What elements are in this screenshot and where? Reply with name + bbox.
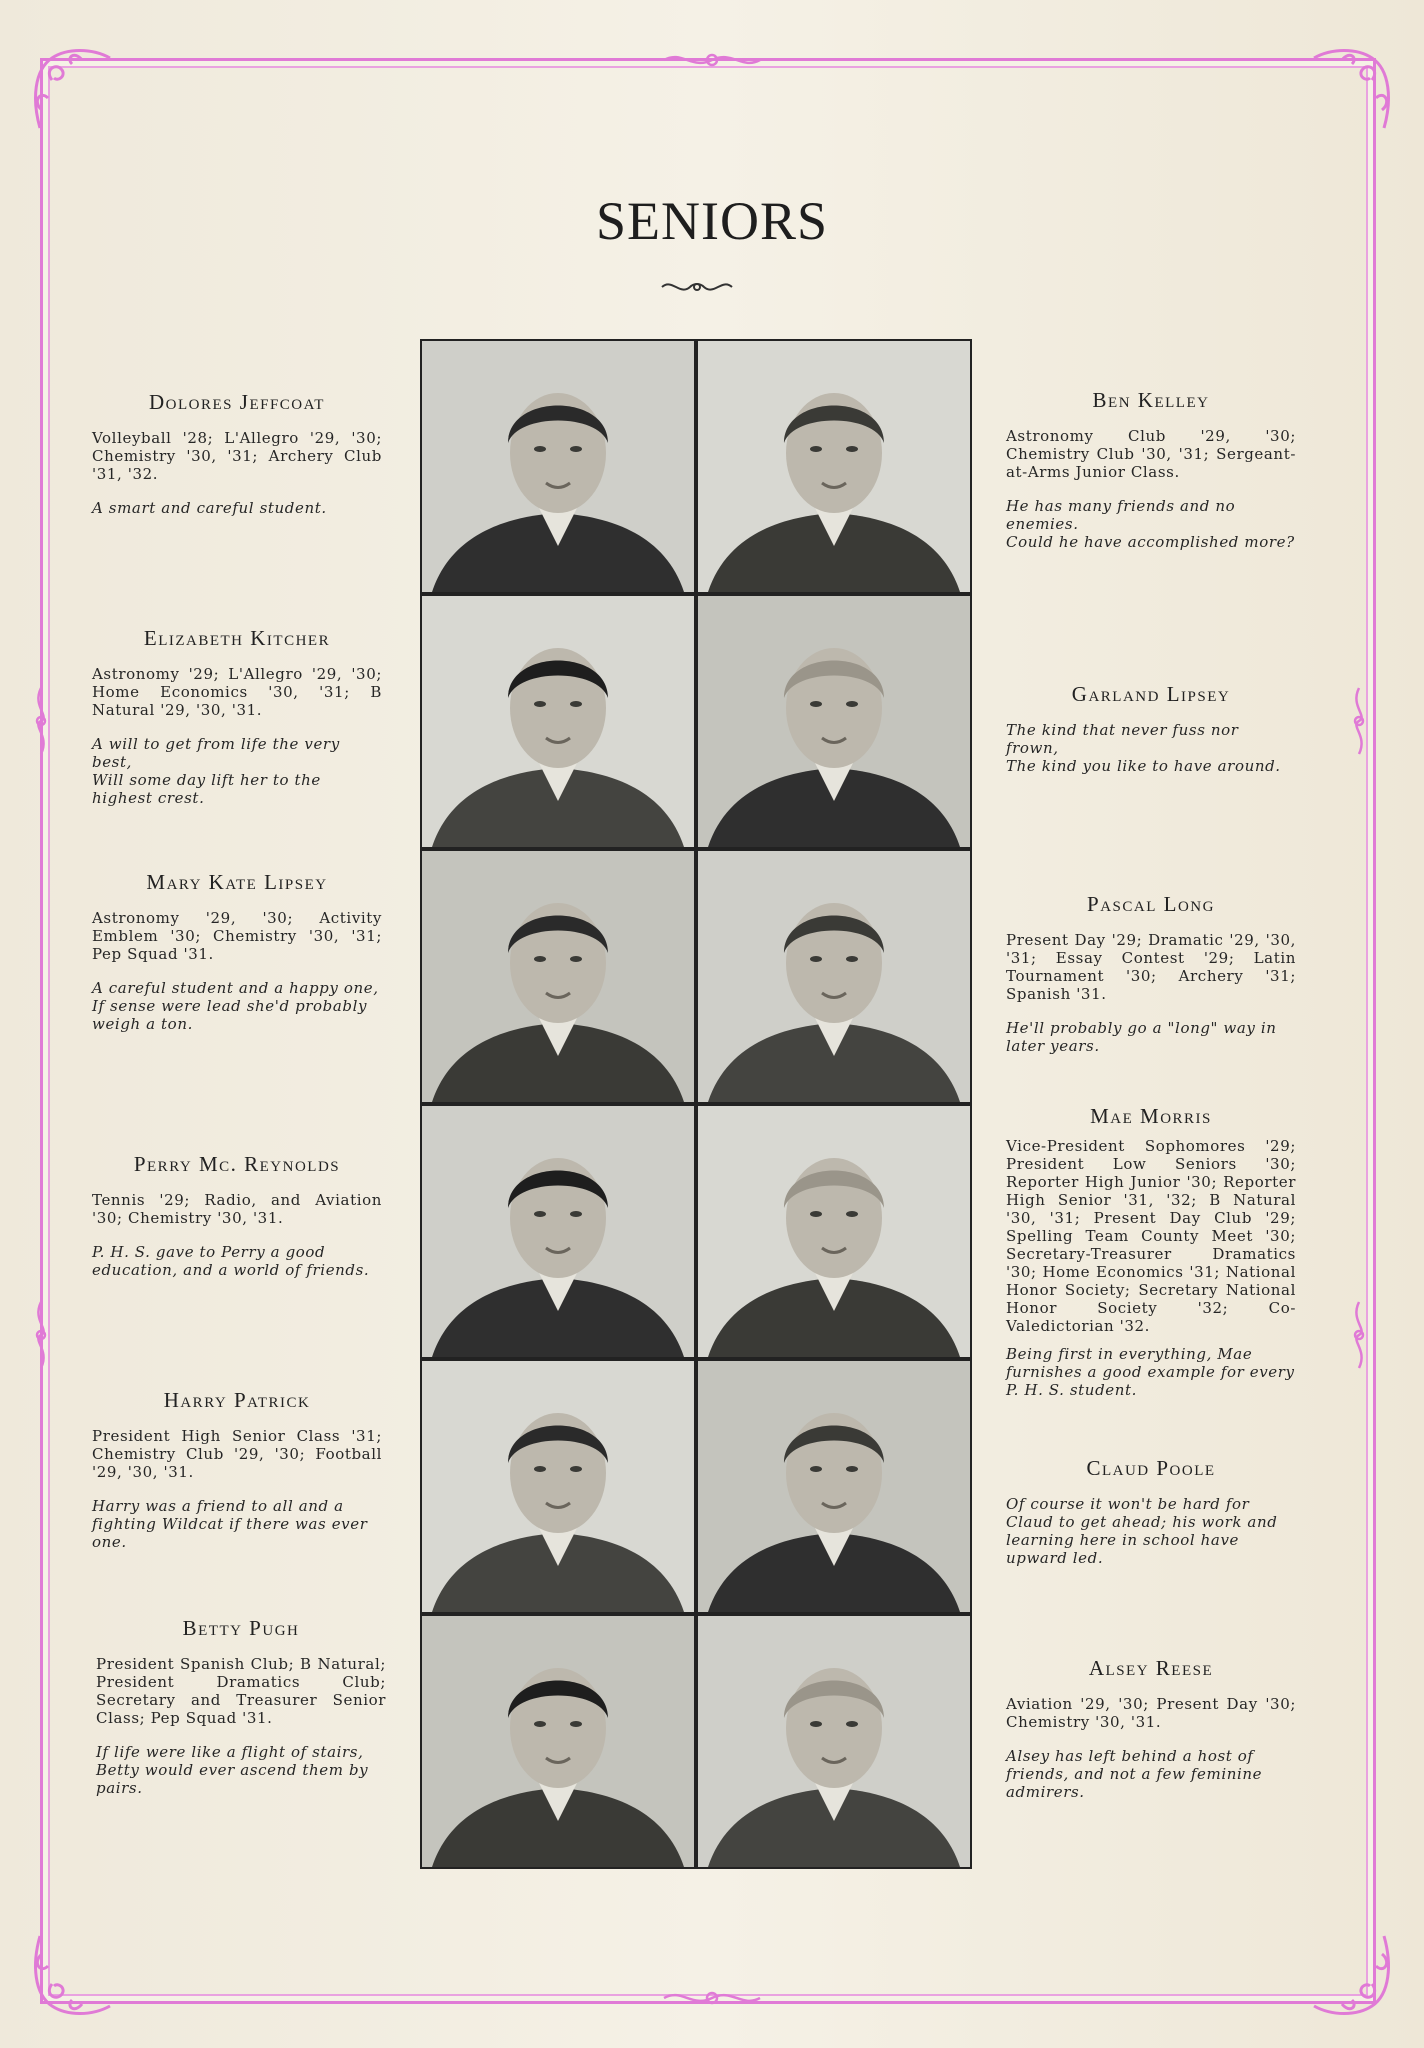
quote-line: A smart and careful student. xyxy=(92,499,327,517)
senior-name: Claud Poole xyxy=(1086,1456,1216,1480)
quote-line: The kind you like to have around. xyxy=(1006,757,1281,775)
quote-line: A will to get from life the very best, xyxy=(92,735,340,771)
senior-name: Mae Morris xyxy=(1090,1104,1212,1128)
senior-quote xyxy=(92,735,382,807)
corner-flourish-icon xyxy=(1312,1934,1402,2024)
quote-line: P. H. S. gave to Perry a good education, and a world of friends. xyxy=(92,1243,370,1279)
quote-line: Betty would ever ascend them by pairs. xyxy=(96,1761,369,1797)
quote-line: Being first in everything, Mae furnishes a good example for every P. H. S. student. xyxy=(1006,1345,1295,1399)
title-ornament-icon xyxy=(660,278,734,296)
portrait-photo xyxy=(698,1106,970,1357)
quote-line: Will some day lift her to the highest crest. xyxy=(92,771,321,807)
senior-quote xyxy=(1006,1345,1296,1399)
senior-name: Pascal Long xyxy=(1087,892,1215,916)
senior-quote xyxy=(1006,1019,1296,1055)
portrait-photo xyxy=(422,1361,694,1612)
portrait-photo xyxy=(422,1106,694,1357)
quote-line: Could he have accomplished more? xyxy=(1006,533,1295,551)
portrait-grid xyxy=(420,339,972,1869)
senior-quote xyxy=(96,1743,386,1797)
corner-flourish-icon xyxy=(22,40,112,130)
bio-left-0 xyxy=(92,390,382,517)
corner-flourish-icon xyxy=(1312,40,1402,130)
side-ornament-icon xyxy=(1348,686,1370,756)
senior-activities: Tennis '29; Radio, and Aviation '30; Chemistry '30, '31. xyxy=(92,1191,382,1227)
bio-left-5 xyxy=(96,1616,386,1797)
quote-line: A careful student and a happy one, xyxy=(92,979,379,997)
senior-activities: Astronomy '29; L'Allegro '29, '30; Home Economics '30, '31; B Natural '29, '30, '31. xyxy=(92,665,382,719)
bio-right-5 xyxy=(1006,1656,1296,1801)
quote-line: If sense were lead she'd probably weigh a ton. xyxy=(92,997,368,1033)
scroll-ornament-icon xyxy=(662,48,762,72)
senior-activities: Volleyball '28; L'Allegro '29, '30; Chemistry '30, '31; Archery Club '31, '32. xyxy=(92,429,382,483)
bio-right-0 xyxy=(1006,388,1296,551)
senior-quote xyxy=(1006,1747,1296,1801)
quote-line: Of course it won't be hard for Claud to get ahead; his work and learning here in school have upward led. xyxy=(1006,1495,1278,1567)
quote-line: Harry was a friend to all and a fighting Wildcat if there was ever one. xyxy=(92,1497,368,1551)
bio-left-3 xyxy=(92,1152,382,1279)
portrait-photo xyxy=(422,851,694,1102)
bio-left-2 xyxy=(92,870,382,1033)
senior-name: Garland Lipsey xyxy=(1071,682,1231,706)
senior-quote xyxy=(1006,1495,1296,1567)
senior-name: Ben Kelley xyxy=(1092,388,1210,412)
portrait-photo xyxy=(698,1616,970,1867)
senior-activities: Vice-President Sophomores '29; President Low Seniors '30; Reporter High Junior '30; Reporter High Senior '31, '32; B Natural '30, '31; Present Day Club '29; Spelling Team County Meet '30; Secretary-Treasurer Dramatics '30; Home Economics '31; National Honor Society; Secretary National Honor Society '32; Co-Valedictorian '32. xyxy=(1006,1137,1296,1335)
quote-line: He has many friends and no enemies. xyxy=(1006,497,1236,533)
senior-activities: Astronomy Club '29, '30; Chemistry Club '30, '31; Sergeant-at-Arms Junior Class. xyxy=(1006,427,1296,481)
corner-flourish-icon xyxy=(22,1934,112,2024)
scroll-ornament-icon xyxy=(662,1986,762,2010)
senior-activities: President High Senior Class '31; Chemistry Club '29, '30; Football '29, '30, '31. xyxy=(92,1427,382,1481)
portrait-photo xyxy=(698,341,970,592)
portrait-photo xyxy=(698,596,970,847)
senior-name: Alsey Reese xyxy=(1088,1656,1214,1680)
bio-right-1 xyxy=(1006,682,1296,775)
portrait-photo xyxy=(422,1616,694,1867)
senior-activities: Astronomy '29, '30; Activity Emblem '30; Chemistry '30, '31; Pep Squad '31. xyxy=(92,909,382,963)
senior-name: Elizabeth Kitcher xyxy=(143,626,331,650)
senior-name: Perry Mc. Reynolds xyxy=(133,1152,341,1176)
senior-name: Dolores Jeffcoat xyxy=(149,390,325,414)
senior-quote xyxy=(92,1497,382,1551)
side-ornament-icon xyxy=(30,686,52,756)
bio-left-1 xyxy=(92,626,382,807)
side-ornament-icon xyxy=(1348,1300,1370,1370)
senior-name: Betty Pugh xyxy=(182,1616,300,1640)
senior-name: Harry Patrick xyxy=(163,1388,311,1412)
portrait-photo xyxy=(698,1361,970,1612)
page-title: SENIORS xyxy=(595,191,829,251)
senior-activities: Present Day '29; Dramatic '29, '30, '31; Essay Contest '29; Latin Tournament '30; Archery '31; Spanish '31. xyxy=(1006,931,1296,1003)
senior-quote xyxy=(1006,497,1296,551)
senior-quote xyxy=(1006,721,1296,775)
bio-left-4 xyxy=(92,1388,382,1551)
senior-name: Mary Kate Lipsey xyxy=(146,870,328,894)
bio-right-4 xyxy=(1006,1456,1296,1567)
portrait-photo xyxy=(698,851,970,1102)
portrait-photo xyxy=(422,596,694,847)
quote-line: He'll probably go a "long" way in later years. xyxy=(1006,1019,1277,1055)
senior-quote xyxy=(92,499,382,517)
quote-line: The kind that never fuss nor frown, xyxy=(1006,721,1239,757)
portrait-photo xyxy=(422,341,694,592)
bio-right-2 xyxy=(1006,892,1296,1055)
senior-activities: President Spanish Club; B Natural; President Dramatics Club; Secretary and Treasurer Senior Class; Pep Squad '31. xyxy=(96,1655,386,1727)
senior-activities: Aviation '29, '30; Present Day '30; Chemistry '30, '31. xyxy=(1006,1695,1296,1731)
side-ornament-icon xyxy=(30,1300,52,1370)
quote-line: Alsey has left behind a host of friends, and not a few feminine admirers. xyxy=(1006,1747,1263,1801)
senior-quote xyxy=(92,1243,382,1279)
senior-quote xyxy=(92,979,382,1033)
quote-line: If life were like a flight of stairs, xyxy=(96,1743,364,1761)
bio-right-3 xyxy=(1006,1104,1296,1399)
